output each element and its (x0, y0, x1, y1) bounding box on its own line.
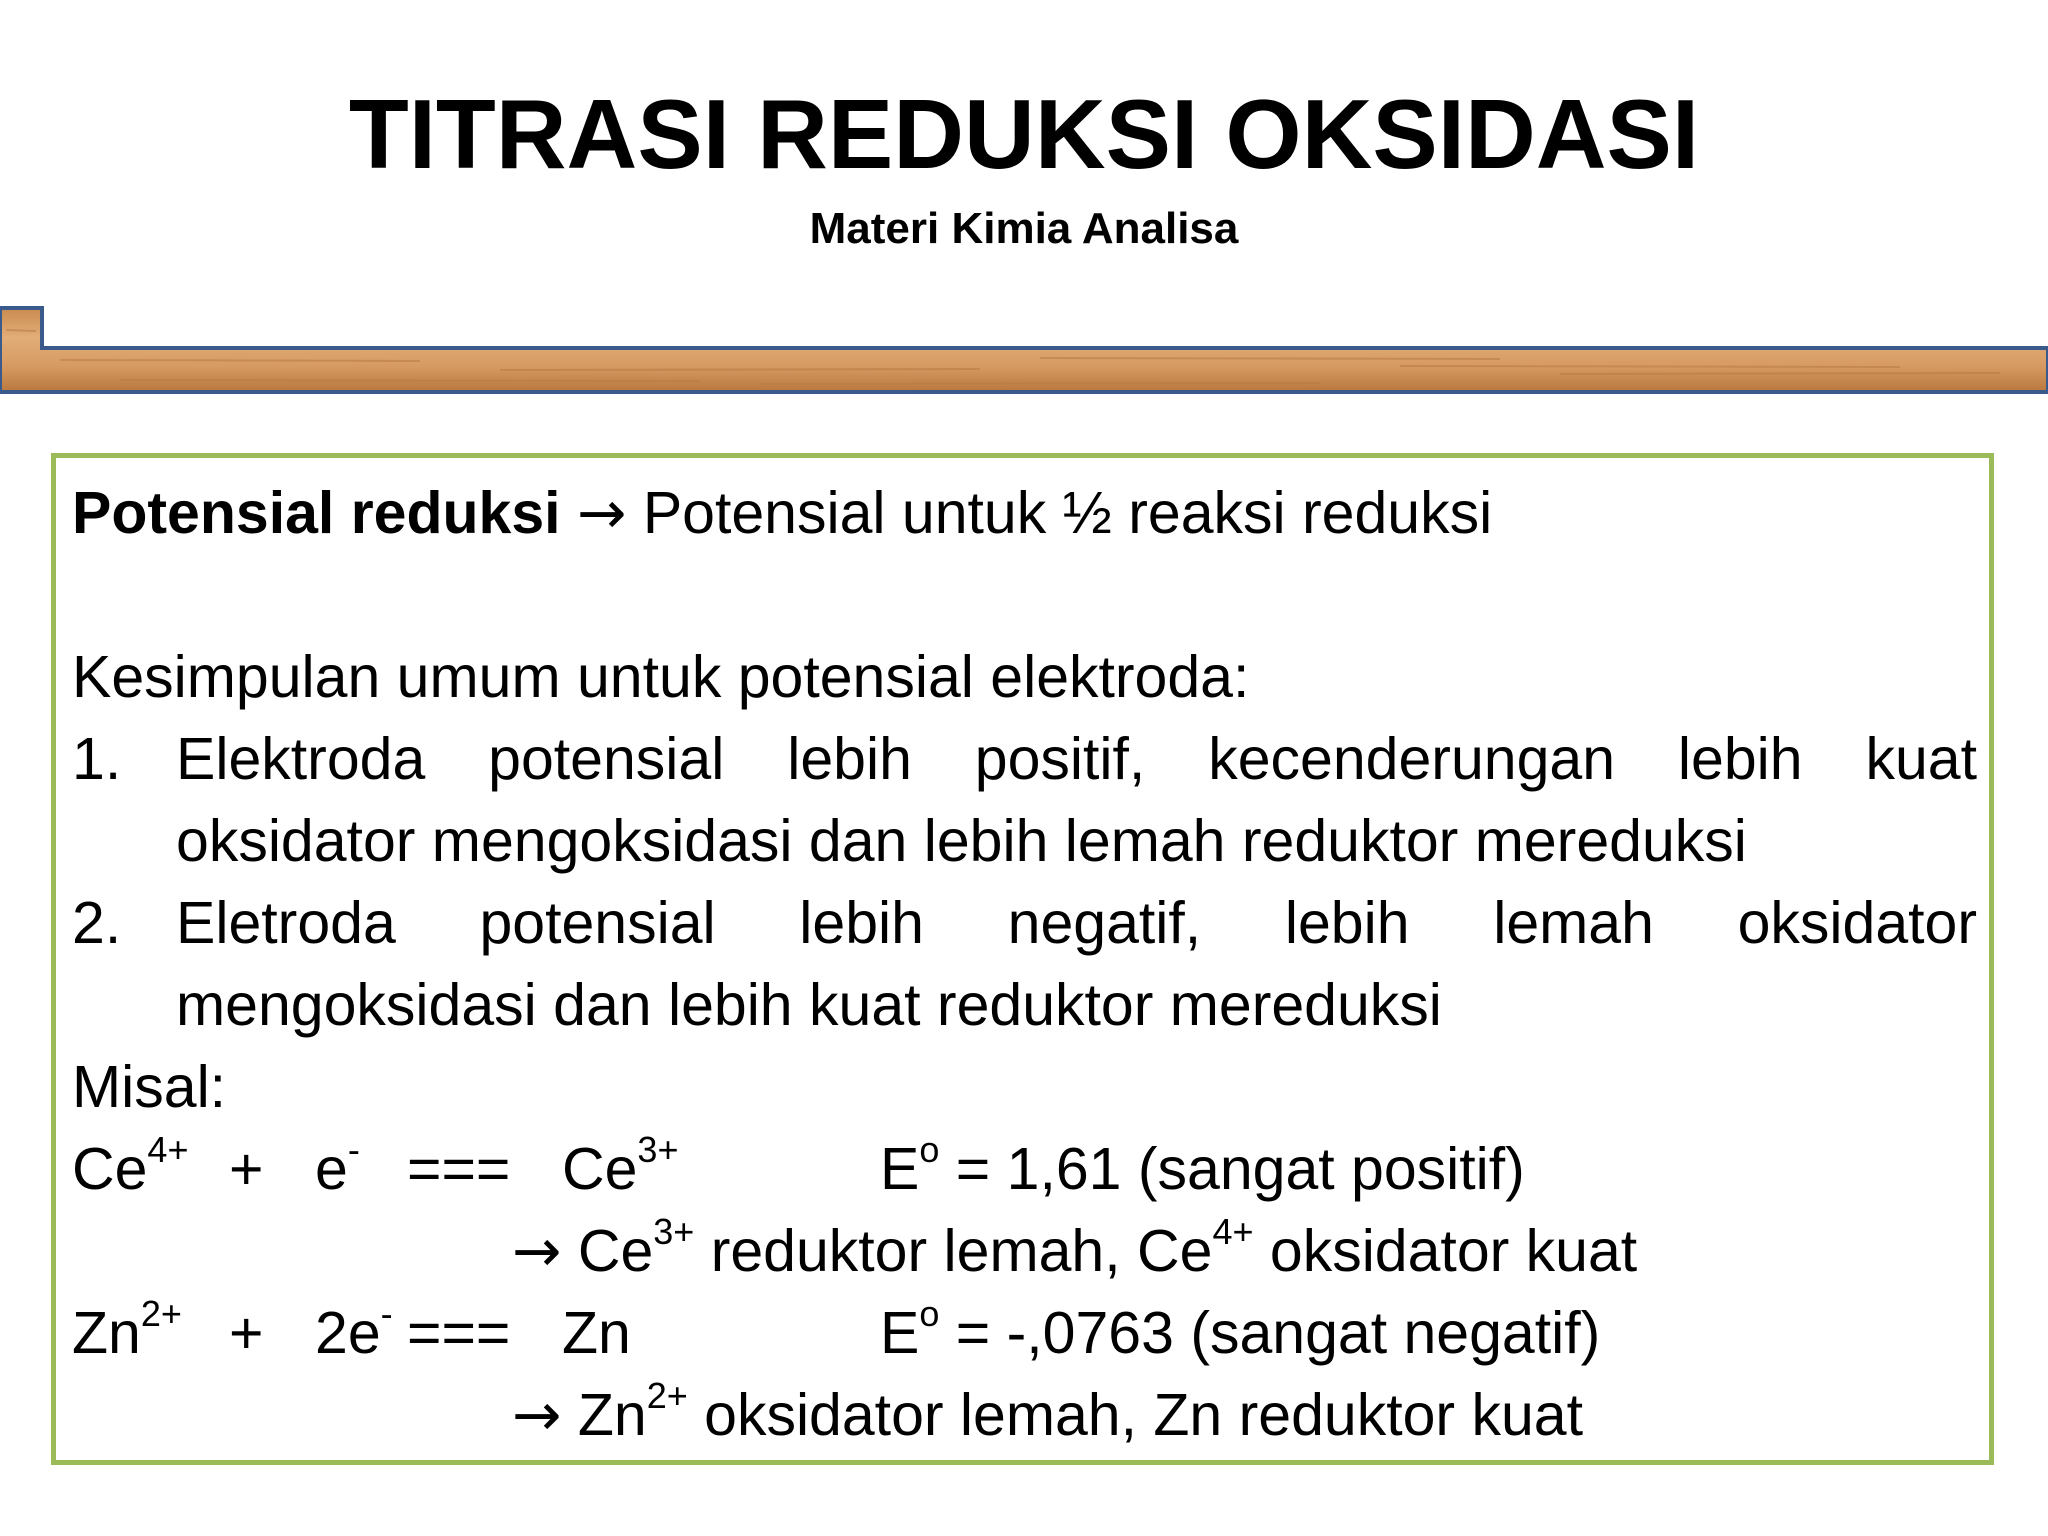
definition-term: Potensial reduksi (72, 480, 561, 546)
list-item (72, 718, 1977, 882)
slide-subtitle: Materi Kimia Analisa (809, 204, 1239, 253)
electron: e- (315, 1129, 360, 1202)
reaction-note-ce: → $Ce^{3+}$ reduktor lemah, $Ce^{4+}$ oksidator kuat (512, 1211, 1638, 1285)
list-text-line: oksidator mengoksidasi dan lebih lemah reduktor mereduksi (176, 808, 1747, 874)
list-text-line: Eletroda potensial lebih negatif, lebih lemah oksidator (176, 890, 1977, 956)
slide-content (72, 472, 1977, 1456)
right-arrow-icon: → (576, 478, 627, 547)
reaction-equation-ce (72, 1128, 1977, 1210)
reactant: $Ce^{4+}$ (72, 1129, 189, 1202)
example-label: Misal: (72, 1054, 227, 1120)
standard-potential: $E^o = -,0763$ (sangat negatif) (880, 1293, 1601, 1366)
list-number: 2. (72, 890, 122, 956)
definition-text: Potensial untuk ½ reaksi reduksi (626, 480, 1493, 546)
list-number: 1. (72, 726, 122, 792)
reaction-note-zn: → $Zn^{2+}$ oksidator lemah, Zn reduktor kuat (512, 1375, 1583, 1449)
list-text-line: mengoksidasi dan lebih kuat reduktor mereduksi (176, 972, 1442, 1038)
definition-line (72, 472, 1977, 554)
spacer (72, 554, 1977, 636)
reaction-equation-zn (72, 1292, 1977, 1374)
right-arrow-icon: → (512, 1380, 562, 1449)
equilibrium-sign: === (407, 1136, 511, 1202)
electron: 2e- (315, 1293, 393, 1366)
plus-sign: + (229, 1136, 264, 1202)
product: Zn (562, 1300, 631, 1366)
product: $Ce^{3+}$ (562, 1129, 679, 1202)
right-arrow-icon: → (512, 1216, 562, 1285)
equilibrium-sign: === (407, 1300, 511, 1366)
list-text-line: Elektroda potensial lebih positif, kecenderungan lebih kuat (176, 726, 1977, 792)
wooden-plank-decoration (0, 300, 2048, 400)
reactant: $Zn^{2+}$ (72, 1293, 182, 1366)
plus-sign: + (229, 1300, 264, 1366)
conclusion-heading: Kesimpulan umum untuk potensial elektroda: (72, 644, 1250, 710)
list-item (72, 882, 1977, 1046)
slide-title: TITRASI REDUKSI OKSIDASI (348, 79, 1700, 189)
standard-potential: $E^o = 1,61$ (sangat positif) (880, 1129, 1525, 1202)
